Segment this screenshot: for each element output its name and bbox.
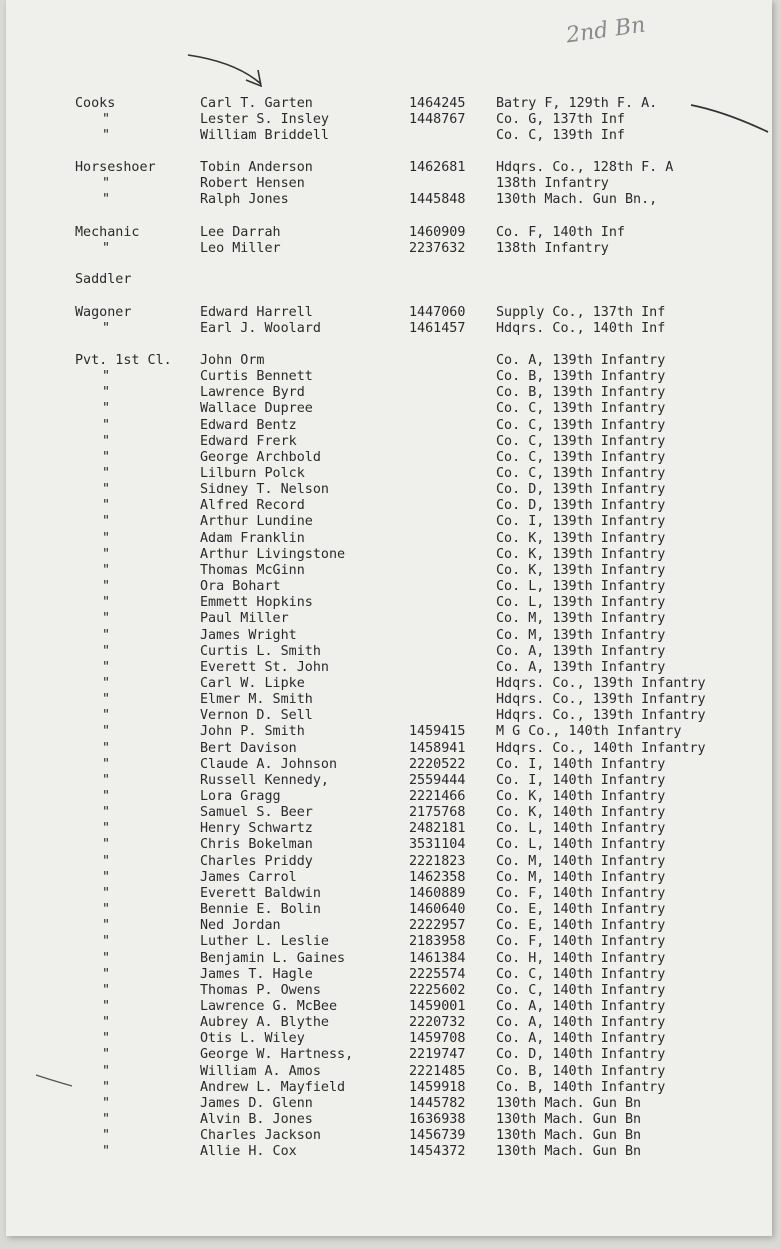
roster-row: [6, 1096, 772, 1112]
serial-number-cell: 1636938: [409, 1112, 466, 1127]
name-cell: Charles Priddy: [200, 854, 313, 869]
unit-cell: Co. B, 139th Infantry: [496, 385, 666, 400]
rank-cell: ": [102, 434, 111, 449]
roster-row: [6, 128, 772, 144]
name-cell: Lawrence G. McBee: [200, 999, 338, 1014]
name-cell: Emmett Hopkins: [200, 595, 313, 610]
serial-number-cell: 2221823: [409, 854, 466, 869]
rank-cell: ": [102, 385, 111, 400]
rank-cell: ": [102, 1080, 111, 1095]
unit-cell: Hdqrs. Co., 140th Infantry: [496, 741, 706, 756]
serial-number-cell: 1459708: [409, 1031, 466, 1046]
roster-row: [6, 466, 772, 482]
unit-cell: Co. I, 140th Infantry: [496, 773, 666, 788]
name-cell: Lee Darrah: [200, 225, 281, 240]
roster-row: [6, 692, 772, 708]
unit-cell: Hdqrs. Co., 139th Infantry: [496, 692, 706, 707]
rank-cell: ": [102, 1031, 111, 1046]
name-cell: Everett St. John: [200, 660, 329, 675]
roster-row: [6, 1064, 772, 1080]
unit-cell: Co. C, 139th Infantry: [496, 434, 666, 449]
roster-row: [6, 918, 772, 934]
unit-cell: Co. A, 139th Infantry: [496, 644, 666, 659]
rank-cell: ": [102, 595, 111, 610]
roster-row: [6, 353, 772, 369]
name-cell: Carl W. Lipke: [200, 676, 305, 691]
rank-cell: ": [102, 951, 111, 966]
unit-cell: Co. L, 140th Infantry: [496, 837, 666, 852]
name-cell: Chris Bokelman: [200, 837, 313, 852]
roster-row: [6, 418, 772, 434]
rank-cell: ": [102, 611, 111, 626]
name-cell: William A. Amos: [200, 1064, 321, 1079]
unit-cell: Co. M, 140th Infantry: [496, 870, 666, 885]
roster-row: [6, 805, 772, 821]
rank-cell: Cooks: [75, 96, 116, 111]
rank-cell: Horseshoer: [75, 160, 156, 175]
name-cell: Bennie E. Bolin: [200, 902, 321, 917]
rank-cell: Pvt. 1st Cl.: [75, 353, 172, 368]
rank-cell: ": [102, 692, 111, 707]
roster-row: [6, 595, 772, 611]
name-cell: Vernon D. Sell: [200, 708, 313, 723]
roster-row: [6, 450, 772, 466]
roster-row: [6, 321, 772, 337]
rank-cell: ": [102, 1064, 111, 1079]
name-cell: George Archbold: [200, 450, 321, 465]
roster-row: [6, 482, 772, 498]
rank-cell: Wagoner: [75, 305, 132, 320]
rank-cell: ": [102, 112, 111, 127]
name-cell: Lawrence Byrd: [200, 385, 305, 400]
roster-row: [6, 773, 772, 789]
name-cell: Lester S. Insley: [200, 112, 329, 127]
roster-row: [6, 434, 772, 450]
rank-cell: ": [102, 498, 111, 513]
serial-number-cell: 1448767: [409, 112, 466, 127]
name-cell: Lora Gragg: [200, 789, 281, 804]
name-cell: Wallace Dupree: [200, 401, 313, 416]
serial-number-cell: 1462358: [409, 870, 466, 885]
serial-number-cell: 2482181: [409, 821, 466, 836]
name-cell: Edward Frerk: [200, 434, 297, 449]
roster-row: [6, 660, 772, 676]
rank-cell: Saddler: [75, 272, 132, 287]
name-cell: Curtis Bennett: [200, 369, 313, 384]
rank-cell: ": [102, 482, 111, 497]
serial-number-cell: 1456739: [409, 1128, 466, 1143]
name-cell: Tobin Anderson: [200, 160, 313, 175]
serial-number-cell: 2222957: [409, 918, 466, 933]
roster-row: [6, 369, 772, 385]
roster-row: [6, 563, 772, 579]
serial-number-cell: 1454372: [409, 1144, 466, 1159]
name-cell: Alvin B. Jones: [200, 1112, 313, 1127]
unit-cell: Co. K, 139th Infantry: [496, 531, 666, 546]
rank-cell: ": [102, 773, 111, 788]
document-page: [6, 0, 772, 1236]
name-cell: Robert Hensen: [200, 176, 305, 191]
unit-cell: Co. H, 140th Infantry: [496, 951, 666, 966]
rank-cell: ": [102, 805, 111, 820]
roster-row: [6, 160, 772, 176]
roster-row: [6, 934, 772, 950]
unit-cell: Co. A, 139th Infantry: [496, 353, 666, 368]
rank-cell: ": [102, 854, 111, 869]
handwritten-annotation: 2nd Bn: [564, 12, 647, 49]
roster-row: [6, 870, 772, 886]
serial-number-cell: 1459918: [409, 1080, 466, 1095]
rank-cell: ": [102, 401, 111, 416]
roster-row: [6, 498, 772, 514]
unit-cell: Co. K, 139th Infantry: [496, 547, 666, 562]
unit-cell: Co. I, 140th Infantry: [496, 757, 666, 772]
roster-row: [6, 951, 772, 967]
unit-cell: M G Co., 140th Infantry: [496, 724, 682, 739]
name-cell: Otis L. Wiley: [200, 1031, 305, 1046]
rank-cell: ": [102, 983, 111, 998]
rank-cell: ": [102, 128, 111, 143]
name-cell: Samuel S. Beer: [200, 805, 313, 820]
unit-cell: Co. C, 139th Infantry: [496, 450, 666, 465]
roster-row: [6, 1047, 772, 1063]
name-cell: Lilburn Polck: [200, 466, 305, 481]
serial-number-cell: 1447060: [409, 305, 466, 320]
name-cell: Paul Miller: [200, 611, 289, 626]
rank-cell: ": [102, 1047, 111, 1062]
rank-cell: ": [102, 934, 111, 949]
name-cell: James T. Hagle: [200, 967, 313, 982]
serial-number-cell: 2183958: [409, 934, 466, 949]
roster-row: [6, 854, 772, 870]
name-cell: Claude A. Johnson: [200, 757, 338, 772]
serial-number-cell: 1462681: [409, 160, 466, 175]
rank-cell: ": [102, 1144, 111, 1159]
unit-cell: Co. D, 139th Infantry: [496, 498, 666, 513]
name-cell: Curtis L. Smith: [200, 644, 321, 659]
name-cell: Allie H. Cox: [200, 1144, 297, 1159]
serial-number-cell: 1459415: [409, 724, 466, 739]
rank-cell: ": [102, 886, 111, 901]
roster-row: [6, 611, 772, 627]
rank-cell: ": [102, 1096, 111, 1111]
roster-row: [6, 547, 772, 563]
unit-cell: Co. C, 140th Infantry: [496, 967, 666, 982]
name-cell: Aubrey A. Blythe: [200, 1015, 329, 1030]
unit-cell: 130th Mach. Gun Bn: [496, 1144, 642, 1159]
roster-row: [6, 1080, 772, 1096]
roster-row: [6, 789, 772, 805]
roster-row: [6, 401, 772, 417]
name-cell: Earl J. Woolard: [200, 321, 321, 336]
roster-row: [6, 96, 772, 112]
unit-cell: Co. D, 140th Infantry: [496, 1047, 666, 1062]
rank-cell: Mechanic: [75, 225, 140, 240]
unit-cell: Co. D, 139th Infantry: [496, 482, 666, 497]
roster-row: [6, 644, 772, 660]
roster-row: [6, 241, 772, 257]
rank-cell: ": [102, 708, 111, 723]
serial-number-cell: 2559444: [409, 773, 466, 788]
name-cell: Luther L. Leslie: [200, 934, 329, 949]
unit-cell: Co. M, 139th Infantry: [496, 611, 666, 626]
unit-cell: Batry F, 129th F. A.: [496, 96, 658, 111]
unit-cell: Co. B, 139th Infantry: [496, 369, 666, 384]
unit-cell: Hdqrs. Co., 139th Infantry: [496, 708, 706, 723]
unit-cell: Co. F, 140th Infantry: [496, 886, 666, 901]
name-cell: Ralph Jones: [200, 192, 289, 207]
name-cell: Edward Bentz: [200, 418, 297, 433]
serial-number-cell: 1458941: [409, 741, 466, 756]
rank-cell: ": [102, 821, 111, 836]
roster-row: [6, 757, 772, 773]
roster-row: [6, 983, 772, 999]
rank-cell: ": [102, 918, 111, 933]
serial-number-cell: 1460640: [409, 902, 466, 917]
unit-cell: Co. C, 139th Inf: [496, 128, 625, 143]
unit-cell: Co. E, 140th Infantry: [496, 918, 666, 933]
roster-row: [6, 531, 772, 547]
roster-row: [6, 1031, 772, 1047]
name-cell: Adam Franklin: [200, 531, 305, 546]
rank-cell: ": [102, 1015, 111, 1030]
rank-cell: ": [102, 660, 111, 675]
serial-number-cell: 1464245: [409, 96, 466, 111]
unit-cell: 138th Infantry: [496, 176, 609, 191]
roster-row: [6, 837, 772, 853]
unit-cell: 138th Infantry: [496, 241, 609, 256]
unit-cell: Co. M, 140th Infantry: [496, 854, 666, 869]
serial-number-cell: 2175768: [409, 805, 466, 820]
rank-cell: ": [102, 418, 111, 433]
rank-cell: ": [102, 579, 111, 594]
serial-number-cell: 1461384: [409, 951, 466, 966]
roster-row: [6, 886, 772, 902]
roster-row: [6, 305, 772, 321]
name-cell: James D. Glenn: [200, 1096, 313, 1111]
unit-cell: Co. C, 139th Infantry: [496, 418, 666, 433]
unit-cell: 130th Mach. Gun Bn: [496, 1112, 642, 1127]
rank-cell: ": [102, 789, 111, 804]
serial-number-cell: 1445782: [409, 1096, 466, 1111]
unit-cell: Hdqrs. Co., 139th Infantry: [496, 676, 706, 691]
rank-cell: ": [102, 644, 111, 659]
rank-cell: ": [102, 724, 111, 739]
rank-cell: ": [102, 741, 111, 756]
unit-cell: Hdqrs. Co., 140th Inf: [496, 321, 666, 336]
rank-cell: ": [102, 870, 111, 885]
serial-number-cell: 1459001: [409, 999, 466, 1014]
name-cell: Elmer M. Smith: [200, 692, 313, 707]
rank-cell: ": [102, 176, 111, 191]
name-cell: Russell Kennedy,: [200, 773, 329, 788]
rank-cell: ": [102, 192, 111, 207]
name-cell: Arthur Lundine: [200, 514, 313, 529]
rank-cell: ": [102, 466, 111, 481]
rank-cell: ": [102, 1128, 111, 1143]
unit-cell: Co. A, 140th Infantry: [496, 1031, 666, 1046]
rank-cell: ": [102, 757, 111, 772]
name-cell: James Wright: [200, 628, 297, 643]
unit-cell: 130th Mach. Gun Bn: [496, 1128, 642, 1143]
unit-cell: Co. B, 140th Infantry: [496, 1080, 666, 1095]
roster-row: [6, 676, 772, 692]
serial-number-cell: 2221485: [409, 1064, 466, 1079]
roster-row: [6, 579, 772, 595]
roster-row: [6, 902, 772, 918]
unit-cell: Co. I, 139th Infantry: [496, 514, 666, 529]
roster-row: [6, 1112, 772, 1128]
roster-row: [6, 176, 772, 192]
rank-cell: ": [102, 563, 111, 578]
rank-cell: ": [102, 1112, 111, 1127]
unit-cell: Supply Co., 137th Inf: [496, 305, 666, 320]
unit-cell: Co. B, 140th Infantry: [496, 1064, 666, 1079]
name-cell: Ora Bohart: [200, 579, 281, 594]
name-cell: Everett Baldwin: [200, 886, 321, 901]
unit-cell: Co. K, 139th Infantry: [496, 563, 666, 578]
rank-cell: ": [102, 967, 111, 982]
name-cell: Andrew L. Mayfield: [200, 1080, 346, 1095]
rank-cell: ": [102, 676, 111, 691]
unit-cell: Co. L, 139th Infantry: [496, 595, 666, 610]
personnel-roster: [6, 0, 772, 1236]
rank-cell: ": [102, 628, 111, 643]
unit-cell: Co. M, 139th Infantry: [496, 628, 666, 643]
name-cell: John P. Smith: [200, 724, 305, 739]
rank-cell: ": [102, 531, 111, 546]
name-cell: Thomas P. Owens: [200, 983, 321, 998]
serial-number-cell: 2220522: [409, 757, 466, 772]
unit-cell: Co. F, 140th Infantry: [496, 934, 666, 949]
serial-number-cell: 2220732: [409, 1015, 466, 1030]
serial-number-cell: 2237632: [409, 241, 466, 256]
unit-cell: Co. K, 140th Infantry: [496, 805, 666, 820]
unit-cell: Co. F, 140th Inf: [496, 225, 625, 240]
unit-cell: Co. A, 140th Infantry: [496, 999, 666, 1014]
name-cell: Henry Schwartz: [200, 821, 313, 836]
name-cell: George W. Hartness,: [200, 1047, 354, 1062]
unit-cell: Co. C, 139th Infantry: [496, 466, 666, 481]
name-cell: Alfred Record: [200, 498, 305, 513]
roster-row: [6, 272, 772, 288]
unit-cell: Co. A, 140th Infantry: [496, 1015, 666, 1030]
roster-row: [6, 724, 772, 740]
name-cell: Benjamin L. Gaines: [200, 951, 346, 966]
unit-cell: Co. L, 139th Infantry: [496, 579, 666, 594]
unit-cell: Hdqrs. Co., 128th F. A: [496, 160, 674, 175]
roster-row: [6, 999, 772, 1015]
name-cell: Charles Jackson: [200, 1128, 321, 1143]
roster-row: [6, 112, 772, 128]
name-cell: Edward Harrell: [200, 305, 313, 320]
unit-cell: 130th Mach. Gun Bn: [496, 1096, 642, 1111]
name-cell: James Carrol: [200, 870, 297, 885]
roster-row: [6, 385, 772, 401]
roster-row: [6, 225, 772, 241]
rank-cell: ": [102, 837, 111, 852]
unit-cell: Co. C, 139th Infantry: [496, 401, 666, 416]
serial-number-cell: 2219747: [409, 1047, 466, 1062]
name-cell: Ned Jordan: [200, 918, 281, 933]
name-cell: Bert Davison: [200, 741, 297, 756]
serial-number-cell: 2221466: [409, 789, 466, 804]
roster-row: [6, 967, 772, 983]
roster-row: [6, 741, 772, 757]
name-cell: Leo Miller: [200, 241, 281, 256]
unit-cell: Co. E, 140th Infantry: [496, 902, 666, 917]
roster-row: [6, 514, 772, 530]
name-cell: Sidney T. Nelson: [200, 482, 329, 497]
serial-number-cell: 1460909: [409, 225, 466, 240]
roster-row: [6, 628, 772, 644]
unit-cell: Co. K, 140th Infantry: [496, 789, 666, 804]
rank-cell: ": [102, 547, 111, 562]
name-cell: William Briddell: [200, 128, 329, 143]
unit-cell: Co. A, 139th Infantry: [496, 660, 666, 675]
rank-cell: ": [102, 321, 111, 336]
name-cell: Arthur Livingstone: [200, 547, 346, 562]
name-cell: Thomas McGinn: [200, 563, 305, 578]
serial-number-cell: 1445848: [409, 192, 466, 207]
rank-cell: ": [102, 999, 111, 1014]
roster-row: [6, 192, 772, 208]
roster-row: [6, 1144, 772, 1160]
unit-cell: Co. G, 137th Inf: [496, 112, 625, 127]
serial-number-cell: 1461457: [409, 321, 466, 336]
unit-cell: Co. L, 140th Infantry: [496, 821, 666, 836]
name-cell: John Orm: [200, 353, 265, 368]
unit-cell: Co. C, 140th Infantry: [496, 983, 666, 998]
serial-number-cell: 2225602: [409, 983, 466, 998]
roster-row: [6, 708, 772, 724]
unit-cell: 130th Mach. Gun Bn.,: [496, 192, 658, 207]
roster-row: [6, 1128, 772, 1144]
rank-cell: ": [102, 514, 111, 529]
rank-cell: ": [102, 369, 111, 384]
rank-cell: ": [102, 450, 111, 465]
serial-number-cell: 3531104: [409, 837, 466, 852]
name-cell: Carl T. Garten: [200, 96, 313, 111]
roster-row: [6, 1015, 772, 1031]
serial-number-cell: 1460889: [409, 886, 466, 901]
roster-row: [6, 821, 772, 837]
serial-number-cell: 2225574: [409, 967, 466, 982]
rank-cell: ": [102, 902, 111, 917]
rank-cell: ": [102, 241, 111, 256]
